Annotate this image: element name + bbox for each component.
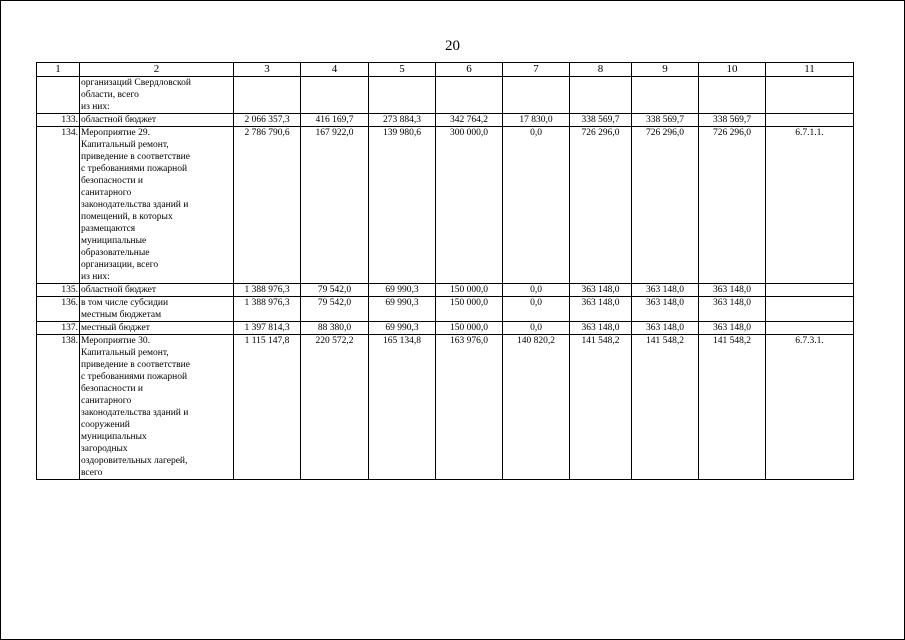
table-row <box>37 284 854 297</box>
amount-cell: 363 148,0 <box>632 322 699 335</box>
page-number: 20 <box>445 38 460 54</box>
amount-cell <box>570 77 632 114</box>
amount-cell: 363 148,0 <box>570 322 632 335</box>
amount-cell: 0,0 <box>503 127 570 284</box>
description-line: с требованиями пожарной <box>81 164 188 174</box>
column-header: 3 <box>234 63 301 77</box>
column-header: 11 <box>766 63 854 77</box>
column-header: 10 <box>699 63 766 77</box>
amount-cell: 726 296,0 <box>632 127 699 284</box>
amount-cell: 141 548,2 <box>699 335 766 480</box>
row-number <box>37 77 80 114</box>
amount-cell <box>503 77 570 114</box>
description-line: из них: <box>81 102 110 112</box>
description-line: муниципальных <box>81 432 147 442</box>
description-line: местный бюджет <box>81 323 150 333</box>
description-line: образовательные <box>81 248 150 258</box>
description-line: Мероприятие 30. <box>81 336 151 346</box>
description-line: законодательства зданий и <box>81 200 189 210</box>
amount-cell: 79 542,0 <box>301 284 369 297</box>
description-line: помещений, в которых <box>81 212 173 222</box>
amount-cell: 69 990,3 <box>369 322 436 335</box>
description-line: областной бюджет <box>81 115 157 125</box>
amount-cell <box>369 77 436 114</box>
description-line: загородных <box>81 444 128 454</box>
target-code <box>766 114 854 127</box>
amount-cell: 726 296,0 <box>699 127 766 284</box>
amount-cell: 79 542,0 <box>301 297 369 322</box>
amount-cell: 167 922,0 <box>301 127 369 284</box>
amount-cell: 220 572,2 <box>301 335 369 480</box>
row-number: 136. <box>37 297 80 322</box>
amount-cell: 363 148,0 <box>699 284 766 297</box>
amount-cell: 338 569,7 <box>699 114 766 127</box>
description-line: санитарного <box>81 396 132 406</box>
description-line: санитарного <box>81 188 132 198</box>
amount-cell: 165 134,8 <box>369 335 436 480</box>
amount-cell: 0,0 <box>503 297 570 322</box>
row-description <box>80 114 234 127</box>
row-description <box>80 322 234 335</box>
description-line: Капитальный ремонт, <box>81 348 169 358</box>
row-description <box>80 284 234 297</box>
column-header: 2 <box>80 63 234 77</box>
row-number: 137. <box>37 322 80 335</box>
description-line: безопасности и <box>81 384 143 394</box>
amount-cell: 726 296,0 <box>570 127 632 284</box>
amount-cell: 1 397 814,3 <box>234 322 301 335</box>
amount-cell: 0,0 <box>503 322 570 335</box>
table-row <box>37 335 854 480</box>
amount-cell: 416 169,7 <box>301 114 369 127</box>
column-header: 8 <box>570 63 632 77</box>
budget-table <box>36 62 854 480</box>
target-code <box>766 297 854 322</box>
row-description <box>80 127 234 284</box>
target-code <box>766 77 854 114</box>
column-header: 6 <box>436 63 503 77</box>
amount-cell: 363 148,0 <box>699 322 766 335</box>
table-row <box>37 297 854 322</box>
description-line: Мероприятие 29. <box>81 128 151 138</box>
column-header: 5 <box>369 63 436 77</box>
description-line: безопасности и <box>81 176 143 186</box>
description-line: организации, всего <box>81 260 159 270</box>
amount-cell: 163 976,0 <box>436 335 503 480</box>
description-line: приведение в соответствие <box>81 360 190 370</box>
table-row <box>37 114 854 127</box>
description-line: законодательства зданий и <box>81 408 189 418</box>
amount-cell: 140 820,2 <box>503 335 570 480</box>
description-line: в том числе субсидии <box>81 298 169 308</box>
target-code: 6.7.3.1. <box>766 335 854 480</box>
description-line: всего <box>81 468 103 478</box>
amount-cell: 2 066 357,3 <box>234 114 301 127</box>
amount-cell: 363 148,0 <box>570 297 632 322</box>
target-code: 6.7.1.1. <box>766 127 854 284</box>
description-line: из них: <box>81 272 110 282</box>
description-line: муниципальные <box>81 236 147 246</box>
amount-cell <box>301 77 369 114</box>
row-description <box>80 297 234 322</box>
amount-cell: 363 148,0 <box>632 297 699 322</box>
row-number: 134. <box>37 127 80 284</box>
description-line: области, всего <box>81 90 139 100</box>
table-row <box>37 322 854 335</box>
description-line: местным бюджетам <box>81 310 162 320</box>
description-line: сооружений <box>81 420 130 430</box>
amount-cell: 69 990,3 <box>369 297 436 322</box>
row-description <box>80 335 234 480</box>
target-code <box>766 284 854 297</box>
amount-cell: 363 148,0 <box>632 284 699 297</box>
column-header: 1 <box>37 63 80 77</box>
row-number: 138. <box>37 335 80 480</box>
amount-cell <box>699 77 766 114</box>
description-line: Капитальный ремонт, <box>81 140 169 150</box>
table-row <box>37 77 854 114</box>
amount-cell: 273 884,3 <box>369 114 436 127</box>
amount-cell <box>436 77 503 114</box>
amount-cell <box>632 77 699 114</box>
description-line: размещаются <box>81 224 136 234</box>
target-code <box>766 322 854 335</box>
amount-cell: 1 388 976,3 <box>234 297 301 322</box>
amount-cell: 2 786 790,6 <box>234 127 301 284</box>
table-row <box>37 127 854 284</box>
amount-cell: 150 000,0 <box>436 297 503 322</box>
amount-cell: 1 388 976,3 <box>234 284 301 297</box>
amount-cell: 363 148,0 <box>699 297 766 322</box>
amount-cell <box>234 77 301 114</box>
amount-cell: 1 115 147,8 <box>234 335 301 480</box>
amount-cell: 363 148,0 <box>570 284 632 297</box>
description-line: областной бюджет <box>81 285 157 295</box>
description-line: организаций Свердловской <box>81 78 191 88</box>
header-row <box>37 63 854 77</box>
row-number: 135. <box>37 284 80 297</box>
row-number: 133. <box>37 114 80 127</box>
amount-cell: 150 000,0 <box>436 322 503 335</box>
amount-cell: 338 569,7 <box>632 114 699 127</box>
amount-cell: 139 980,6 <box>369 127 436 284</box>
row-description <box>80 77 234 114</box>
column-header: 7 <box>503 63 570 77</box>
amount-cell: 300 000,0 <box>436 127 503 284</box>
amount-cell: 342 764,2 <box>436 114 503 127</box>
column-header: 4 <box>301 63 369 77</box>
amount-cell: 0,0 <box>503 284 570 297</box>
description-line: приведение в соответствие <box>81 152 190 162</box>
amount-cell: 141 548,2 <box>632 335 699 480</box>
description-line: с требованиями пожарной <box>81 372 188 382</box>
amount-cell: 17 830,0 <box>503 114 570 127</box>
amount-cell: 69 990,3 <box>369 284 436 297</box>
amount-cell: 88 380,0 <box>301 322 369 335</box>
amount-cell: 338 569,7 <box>570 114 632 127</box>
description-line: оздоровительных лагерей, <box>81 456 188 466</box>
amount-cell: 141 548,2 <box>570 335 632 480</box>
column-header: 9 <box>632 63 699 77</box>
amount-cell: 150 000,0 <box>436 284 503 297</box>
